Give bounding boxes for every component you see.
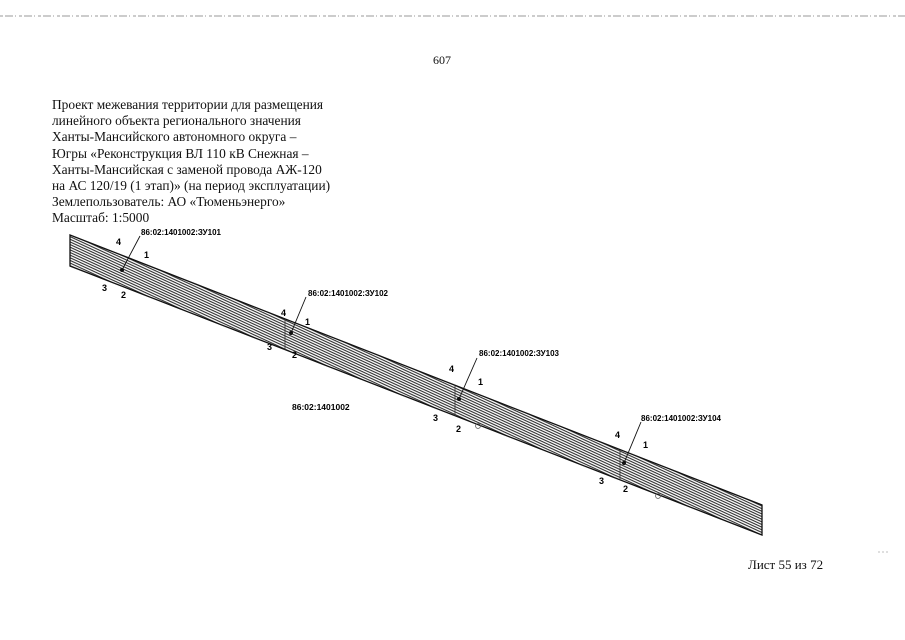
parcel-code: 86:02:1401002:ЗУ102 — [308, 289, 388, 298]
corner-label-2: 2 — [121, 290, 127, 300]
scale-line: Масштаб: 1:5000 — [52, 210, 150, 226]
corner-label-3: 3 — [102, 283, 108, 293]
corner-label-3: 3 — [433, 413, 439, 423]
parcel-code: 86:02:1401002:ЗУ104 — [641, 414, 721, 423]
parcel-code: 86:02:1401002:ЗУ103 — [479, 349, 559, 358]
corner-label-1: 1 — [144, 250, 150, 260]
corner-label-4: 4 — [281, 308, 287, 318]
header-line-6: на АС 120/19 (1 этап)» (на период эксплуатации) — [52, 178, 331, 194]
parcel-code: 86:02:1401002:ЗУ101 — [141, 228, 221, 237]
header-line-3: Ханты-Мансийского автономного округа – — [52, 129, 297, 145]
sheet-label: Лист 55 из 72 — [748, 557, 824, 572]
corner-label-2: 2 — [456, 424, 462, 434]
corner-label-4: 4 — [449, 364, 455, 374]
header-line-5: Ханты-Мансийская с заменой провода АЖ-120 — [52, 161, 322, 177]
corner-label-1: 1 — [478, 377, 484, 387]
corner-label-2: 2 — [623, 484, 629, 494]
header-line-2: линейного объекта регионального значения — [52, 113, 301, 129]
corner-label-2: 2 — [292, 350, 298, 360]
corner-label-4: 4 — [116, 237, 122, 247]
corner-label-3: 3 — [599, 476, 605, 486]
corner-label-3: 3 — [267, 342, 273, 352]
header-line-4: Югры «Реконструкция ВЛ 110 кВ Снежная – — [52, 145, 309, 161]
land-user-line: Землепользователь: АО «Тюменьэнерго» — [52, 194, 286, 210]
corner-label-1: 1 — [643, 440, 649, 450]
header-line-1: Проект межевания территории для размещения — [52, 97, 324, 112]
corner-label-4: 4 — [615, 430, 621, 440]
corner-label-1: 1 — [305, 317, 311, 327]
row-strip — [70, 235, 762, 535]
block-label: 86:02:1401002 — [292, 402, 350, 412]
page-number: 607 — [433, 53, 451, 67]
